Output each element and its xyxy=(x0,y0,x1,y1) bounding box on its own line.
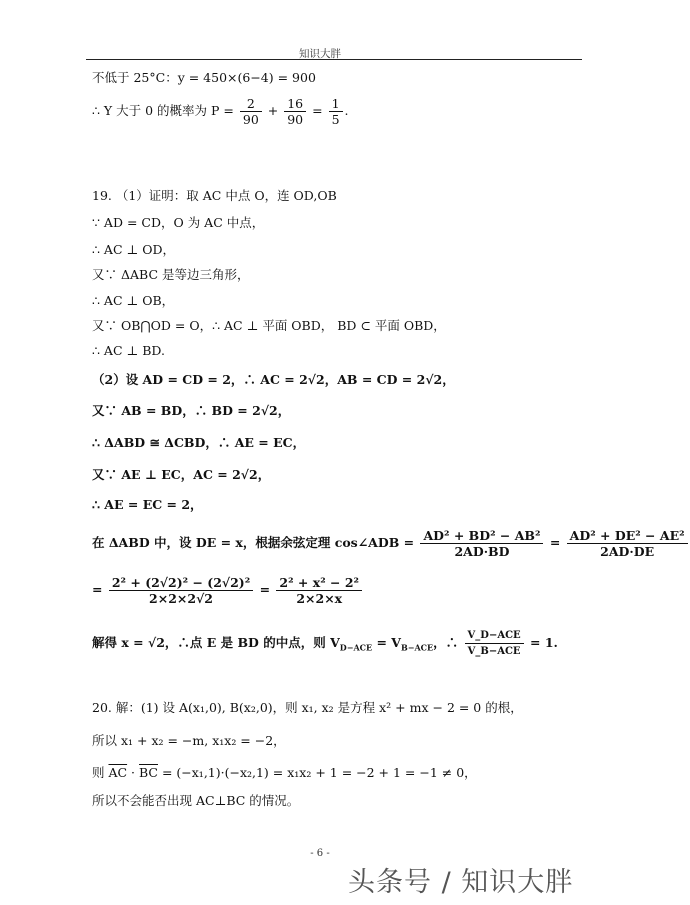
q20-then: 则 xyxy=(92,765,109,780)
p2-line-5: ∴ AE = EC = 2， xyxy=(92,497,203,512)
q19-line-7: ∴ AC ⊥ BD. xyxy=(92,343,165,358)
q19-line-3: ∴ AC ⊥ OD， xyxy=(92,242,175,257)
header-rule xyxy=(86,59,582,60)
page-header: 知识大胖 xyxy=(299,48,341,60)
p2-volume-line xyxy=(92,628,558,659)
vector-bc: $\overline{BC}$ xyxy=(139,765,158,780)
fraction-3-den: 5 xyxy=(329,111,343,127)
q20-line-1: 20. 解：(1) 设 A(x₁,0), B(x₂,0)，则 x₁, x₂ 是方程 x² + mx − 2 = 0 的根， xyxy=(92,700,523,715)
q19-line-4: 又∵ ΔABC 是等边三角形， xyxy=(92,267,250,282)
fraction-1-den: 90 xyxy=(240,111,262,127)
p2-line-2: 又∵ AB = BD，∴ BD = 2√2， xyxy=(92,403,291,418)
volume-text: 解得 x = √2，∴点 E 是 BD 的中点，则 V xyxy=(92,635,340,650)
cosine-text: 在 ΔABD 中，设 DE = x，根据余弦定理 cos∠ADB = xyxy=(92,535,415,550)
probability-text: ∴ Y 大于 0 的概率为 P = xyxy=(92,103,234,118)
plus-sign: + xyxy=(267,103,279,118)
line-temperature: 不低于 25°C：y = 450×(6−4) = 900 xyxy=(92,70,316,85)
cosine-fraction-1-num: AD² + BD² − AB² xyxy=(423,528,541,543)
substitution-equals: = xyxy=(259,582,271,597)
volume-sub-2: B−ACE xyxy=(401,642,434,653)
fraction-3-num: 1 xyxy=(331,96,340,111)
substitution-fraction-2 xyxy=(276,575,362,606)
substitution-fraction-2-den: 2×2×x xyxy=(276,590,362,606)
volume-mid: = V xyxy=(372,635,401,650)
q20-line-4: 所以不会能否出现 AC⊥BC 的情况。 xyxy=(92,793,300,808)
substitution-fraction-1-den: 2×2×2√2 xyxy=(109,590,253,606)
fraction-2-num: 16 xyxy=(287,96,304,111)
p2-substitution-line xyxy=(92,575,364,606)
p2-line-1: （2）设 AD = CD = 2，∴ AC = 2√2，AB = CD = 2√2， xyxy=(92,372,455,387)
q19-line-6: 又∵ OB⋂OD = O，∴ AC ⊥ 平面 OBD， BD ⊂ 平面 OBD， xyxy=(92,318,446,333)
dot-operator: · xyxy=(127,765,139,780)
cosine-fraction-2 xyxy=(567,528,688,559)
period: . xyxy=(344,103,349,118)
cosine-equals: = xyxy=(549,535,561,550)
p2-line-3: ∴ ΔABD ≅ ΔCBD，∴ AE = EC， xyxy=(92,435,306,450)
q20-dot-product: = (−x₁,1)·(−x₂,1) = x₁x₂ + 1 = −2 + 1 = −1 ≠ 0， xyxy=(157,765,477,780)
page-number: - 6 - xyxy=(310,848,330,859)
substitution-fraction-1 xyxy=(109,575,253,606)
volume-mid2: ，∴ xyxy=(433,635,459,650)
volume-fraction-num: V_D−ACE xyxy=(467,630,521,641)
q19-line-2: ∵ AD = CD，O 为 AC 中点， xyxy=(92,215,265,230)
substitution-fraction-1-num: 2² + (2√2)² − (2√2)² xyxy=(111,575,251,590)
substitution-equals-lead: = xyxy=(92,582,103,597)
q19-line-5: ∴ AC ⊥ OB， xyxy=(92,293,175,308)
cosine-fraction-1 xyxy=(420,528,543,559)
volume-fraction xyxy=(465,628,524,659)
p2-line-4: 又∵ AE ⊥ EC，AC = 2√2， xyxy=(92,467,271,482)
fraction-1 xyxy=(240,96,262,127)
q20-line-2: 所以 x₁ + x₂ = −m, x₁x₂ = −2， xyxy=(92,733,286,748)
volume-sub-1: D−ACE xyxy=(339,642,373,653)
cosine-fraction-1-den: 2AD·BD xyxy=(420,543,543,559)
fraction-2 xyxy=(284,96,306,127)
fraction-3 xyxy=(329,96,343,127)
volume-end: = 1. xyxy=(530,635,558,650)
line-probability xyxy=(92,96,349,127)
watermark: 头条号 / 知识大胖 xyxy=(348,867,574,898)
fraction-1-num: 2 xyxy=(246,96,255,111)
vector-ac: $\overline{AC}$ xyxy=(108,765,128,780)
q20-line-3 xyxy=(92,765,477,781)
equals-sign: = xyxy=(312,103,323,118)
p2-cosine-line xyxy=(92,528,690,559)
cosine-fraction-2-num: AD² + DE² − AE² xyxy=(569,528,685,543)
volume-fraction-den: V_B−ACE xyxy=(465,643,524,659)
q19-line-1: 19. （1）证明：取 AC 中点 O，连 OD,OB xyxy=(92,188,337,203)
cosine-fraction-2-den: 2AD·DE xyxy=(567,543,688,559)
fraction-2-den: 90 xyxy=(284,111,306,127)
substitution-fraction-2-num: 2² + x² − 2² xyxy=(279,575,360,590)
